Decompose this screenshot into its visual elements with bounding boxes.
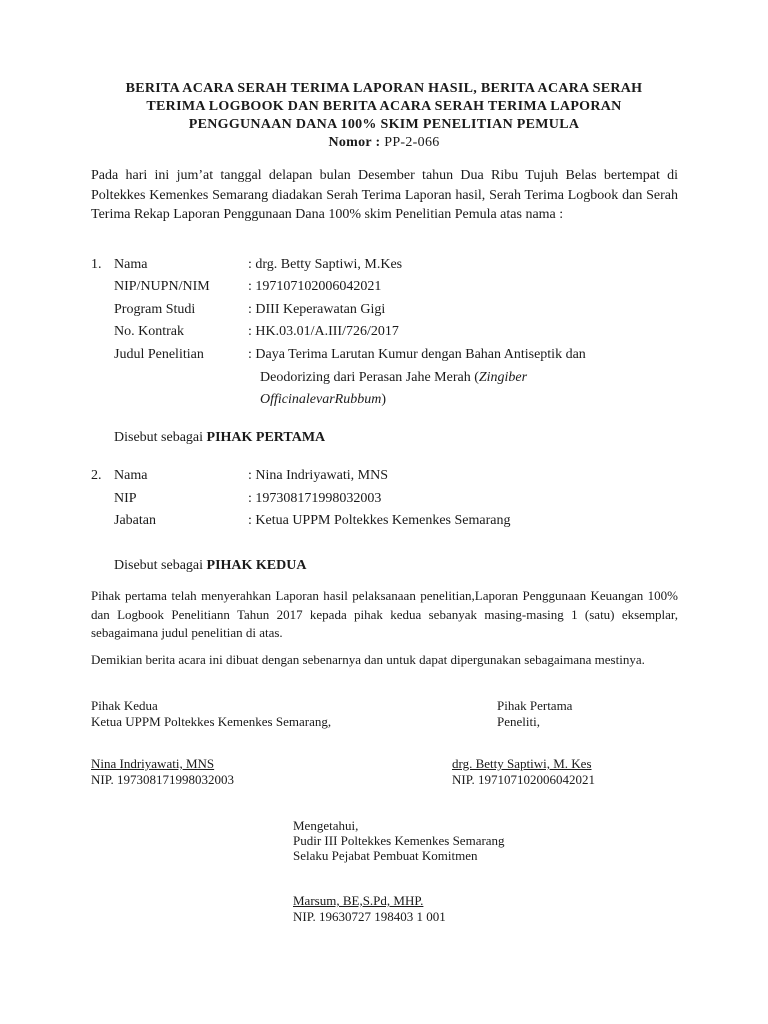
title-line-3: PENGGUNAAN DANA 100% SKIM PENELITIAN PEMULA: [188, 117, 580, 132]
judul-line2-prefix: Deodorizing dari Perasan Jahe Merah (: [260, 370, 479, 385]
right-signatory-nip: NIP. 197107102006042021: [452, 772, 596, 787]
left-signatory-name: Nina Indriyawati, MNS: [91, 756, 215, 771]
nomor-label: Nomor :: [328, 135, 381, 150]
handover-paragraph: Pihak pertama telah menyerahkan Laporan hasil pelaksanaan penelitian,Laporan Penggunaan Keuangan 100% dan Logbook Penelitiann Tahun 2017 kepada pihak kedua sebanyak masing-masing 1 (satu) eksemplar, sebagaimana judul penelitian di atas.: [91, 588, 678, 640]
party2-disebut: [114, 557, 306, 575]
acknowledgement-heading: Mengetahui,: [293, 818, 359, 833]
party2-label: Jabatan: [114, 513, 156, 528]
nomor-line: [90, 134, 678, 152]
disebut-role: PIHAK PERTAMA: [206, 430, 326, 445]
acknowledger-nip: NIP. 19630727 198403 1 001: [293, 909, 446, 924]
left-signatory-nip: NIP. 197308171998032003: [91, 772, 235, 787]
party1-value: : DIII Keperawatan Gigi: [248, 302, 386, 317]
party2-value: : Ketua UPPM Poltekkes Kemenkes Semarang: [248, 513, 511, 528]
right-signatory-name: drg. Betty Saptiwi, M. Kes: [452, 756, 592, 771]
party1-judul-line-3: [260, 391, 386, 409]
right-signatory-role: Pihak Pertama: [497, 698, 573, 713]
judul-line3-italic: OfficinalevarRubbum: [260, 392, 382, 407]
right-signatory-position: Peneliti,: [497, 714, 540, 729]
closing-paragraph: Demikian berita acara ini dibuat dengan sebenarnya dan untuk dapat dipergunakan sebagaimana mestinya.: [91, 652, 645, 667]
party2-number: 2.: [91, 468, 102, 483]
party1-value: : HK.03.01/A.III/726/2017: [248, 324, 399, 339]
party1-label: No. Kontrak: [114, 324, 184, 339]
party1-disebut: [114, 429, 325, 447]
party2-value: : Nina Indriyawati, MNS: [248, 468, 388, 483]
acknowledger-position-2: Selaku Pejabat Pembuat Komitmen: [293, 848, 478, 863]
judul-line3-suffix: ): [381, 392, 386, 407]
party1-judul-line-2: [260, 369, 527, 387]
party2-value: : 197308171998032003: [248, 491, 382, 506]
disebut-prefix: Disebut sebagai: [114, 430, 207, 445]
acknowledger-position-1: Pudir III Poltekkes Kemenkes Semarang: [293, 833, 505, 848]
title-line-2: TERIMA LOGBOOK DAN BERITA ACARA SERAH TERIMA LAPORAN: [146, 99, 622, 114]
party1-label: NIP/NUPN/NIM: [114, 279, 210, 294]
party1-value: : drg. Betty Saptiwi, M.Kes: [248, 257, 403, 272]
party1-label: Program Studi: [114, 302, 196, 317]
party1-number: 1.: [91, 257, 102, 272]
judul-line2-italic: Zingiber: [478, 370, 528, 385]
intro-paragraph: Pada hari ini jum’at tanggal delapan bulan Desember tahun Dua Ribu Tujuh Belas bertempat di Poltekkes Kemenkes Semarang diadakan Serah Terima Laporan hasil, Serah Terima Logbook dan Serah Terima Rekap Laporan Penggunaan Dana 100% skim Penelitian Pemula atas nama :: [91, 168, 678, 222]
party2-label: NIP: [114, 491, 137, 506]
party2-label: Nama: [114, 468, 148, 483]
party1-value: : 197107102006042021: [248, 279, 382, 294]
nomor-value: PP-2-066: [384, 135, 440, 150]
party1-label: Nama: [114, 257, 148, 272]
disebut-prefix: Disebut sebagai: [114, 558, 207, 573]
left-signatory-role: Pihak Kedua: [91, 698, 158, 713]
left-signatory-position: Ketua UPPM Poltekkes Kemenkes Semarang,: [91, 714, 332, 729]
title-line-1: BERITA ACARA SERAH TERIMA LAPORAN HASIL, BERITA ACARA SERAH: [125, 81, 643, 96]
acknowledger-name: Marsum, BE,S.Pd, MHP.: [293, 893, 424, 908]
party1-value: : Daya Terima Larutan Kumur dengan Bahan Antiseptik dan: [248, 347, 586, 362]
disebut-role: PIHAK KEDUA: [206, 558, 307, 573]
party1-label: Judul Penelitian: [114, 347, 204, 362]
document-title: [90, 80, 678, 152]
